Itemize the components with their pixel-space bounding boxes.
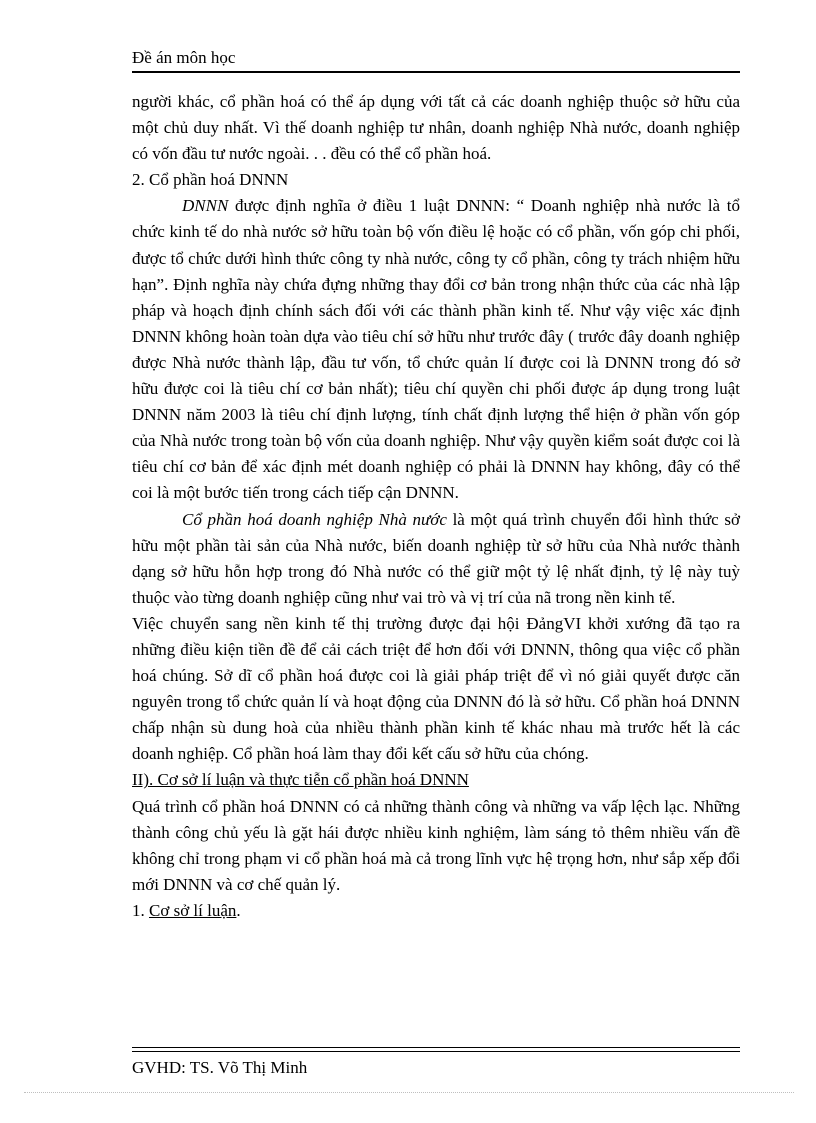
- subsection-heading-1: [132, 898, 740, 924]
- page-footer: GVHD: TS. Võ Thị Minh: [132, 1058, 308, 1077]
- subsection-title: Cơ sở lí luận: [149, 900, 237, 920]
- section-heading-2: 2. Cổ phần hoá DNNN: [132, 170, 289, 190]
- section-heading-ii: [132, 767, 740, 793]
- section-heading-ii-text: II). Cơ sở lí luận và thực tiễn cổ phần hoá DNNN: [132, 770, 469, 790]
- term-dnnn: DNNN: [182, 196, 229, 216]
- footer-rule-bottom: [132, 1051, 740, 1052]
- paragraph-intro: người khác, cổ phần hoá có thể áp dụng với tất cả các doanh nghiệp thuộc sở hữu của một chủ duy nhất. Vì thế doanh nghiệp tư nhân, doanh nghiệp Nhà nước, doanh nghiệp có vốn đầu tư nước ngoài. . . đều có thể cổ phần hoá.: [132, 92, 740, 164]
- paragraph-transition: Việc chuyển sang nền kinh tế thị trường được đại hội ĐảngVI khởi xướng đã tạo ra những điều kiện tiền đề để cải cách triệt để hơn đối với DNNN, thông qua việc cổ phần hoá chúng. Sở dĩ cổ phần hoá được coi là giải pháp triệt để vì nó giải quyết được căn nguyên trong tổ chức quản lí và hoạt động của DNNN đó là sở hữu. Cổ phần hoá DNNN chấp nhận sù dung hoà của nhiều thành phần kinh tế khác nhau mà trước hết là các doanh nghiệp. Cổ phần hoá làm thay đổi kết cấu sở hữu của chóng.: [132, 613, 740, 764]
- footer-rule-top: [132, 1047, 740, 1048]
- paragraph-process: Quá trình cổ phần hoá DNNN có cả những thành công và những va vấp lệch lạc. Những thành công chủ yếu là gặt hái được nhiều kinh nghiệm, làm sáng tỏ thêm nhiều vấn đề không chỉ trong phạm vi cổ phần hoá mà cả trong lĩnh vực hệ trọng hơn, như sắp xếp đổi mới DNNN và cơ chế quản lý.: [132, 796, 740, 894]
- page-header: Đề án môn học: [132, 48, 236, 67]
- subsection-number: 1.: [132, 900, 149, 920]
- paragraph-dnnn-text: được định nghĩa ở điều 1 luật DNNN: “ Doanh nghiệp nhà nước là tổ chức kinh tế do nhà nước sở hữu toàn bộ vốn điều lệ hoặc có cổ phần, vốn góp chi phối, được tổ chức dưới hình thức công ty nhà nước, công ty cổ phần, công ty trách nhiệm hữu hạn”. Định nghĩa này chứa đựng những thay đổi cơ bản trong nhận thức của các nhà lập pháp và hoạch định chính sách đối với các thành phần kinh tế. Như vậy việc xác định DNNN không hoàn toàn dựa vào tiêu chí sở hữu như trước đây ( trước đây doanh nghiệp được Nhà nước thành lập, đầu tư vốn, tổ chức quản lí được coi là DNNN trong đó sở hữu được coi là tiêu chí cơ bản nhất); tiêu chí quyền chi phối được áp dụng trong luật DNNN năm 2003 là tiêu chí định lượng, tính chất định lượng thể hiện ở phần vốn góp của Nhà nước trong toàn bộ vốn của doanh nghiệp. Như vậy quyền kiểm soát được coi là tiêu chí cơ bản để xác định mét doanh nghiệp có phải là DNNN hay không, đây có thể coi là một bước tiến trong cách tiếp cận DNNN.: [132, 196, 740, 503]
- header-rule: [132, 71, 740, 73]
- paragraph-dnnn-definition: [132, 193, 740, 506]
- document-body: [132, 89, 740, 924]
- subsection-period: .: [236, 900, 241, 920]
- paragraph-equitization-text: là một quá trình chuyển đổi hình thức sở hữu một phần tài sản của Nhà nước, biến doanh nghiệp từ sở hữu của Nhà nước thành dạng sở hữu hỗn hợp trong đó Nhà nước có thể giữ một tỷ lệ nhất định, tỷ lệ này tuỳ thuộc vào từng doanh nghiệp cũng như vai trò và vị trí của nã trong nền kinh tế.: [132, 509, 740, 607]
- page-edge-dots: [24, 1092, 794, 1093]
- paragraph-equitization-definition: [132, 507, 740, 611]
- term-equitization: Cổ phần hoá doanh nghiệp Nhà nước: [182, 509, 447, 529]
